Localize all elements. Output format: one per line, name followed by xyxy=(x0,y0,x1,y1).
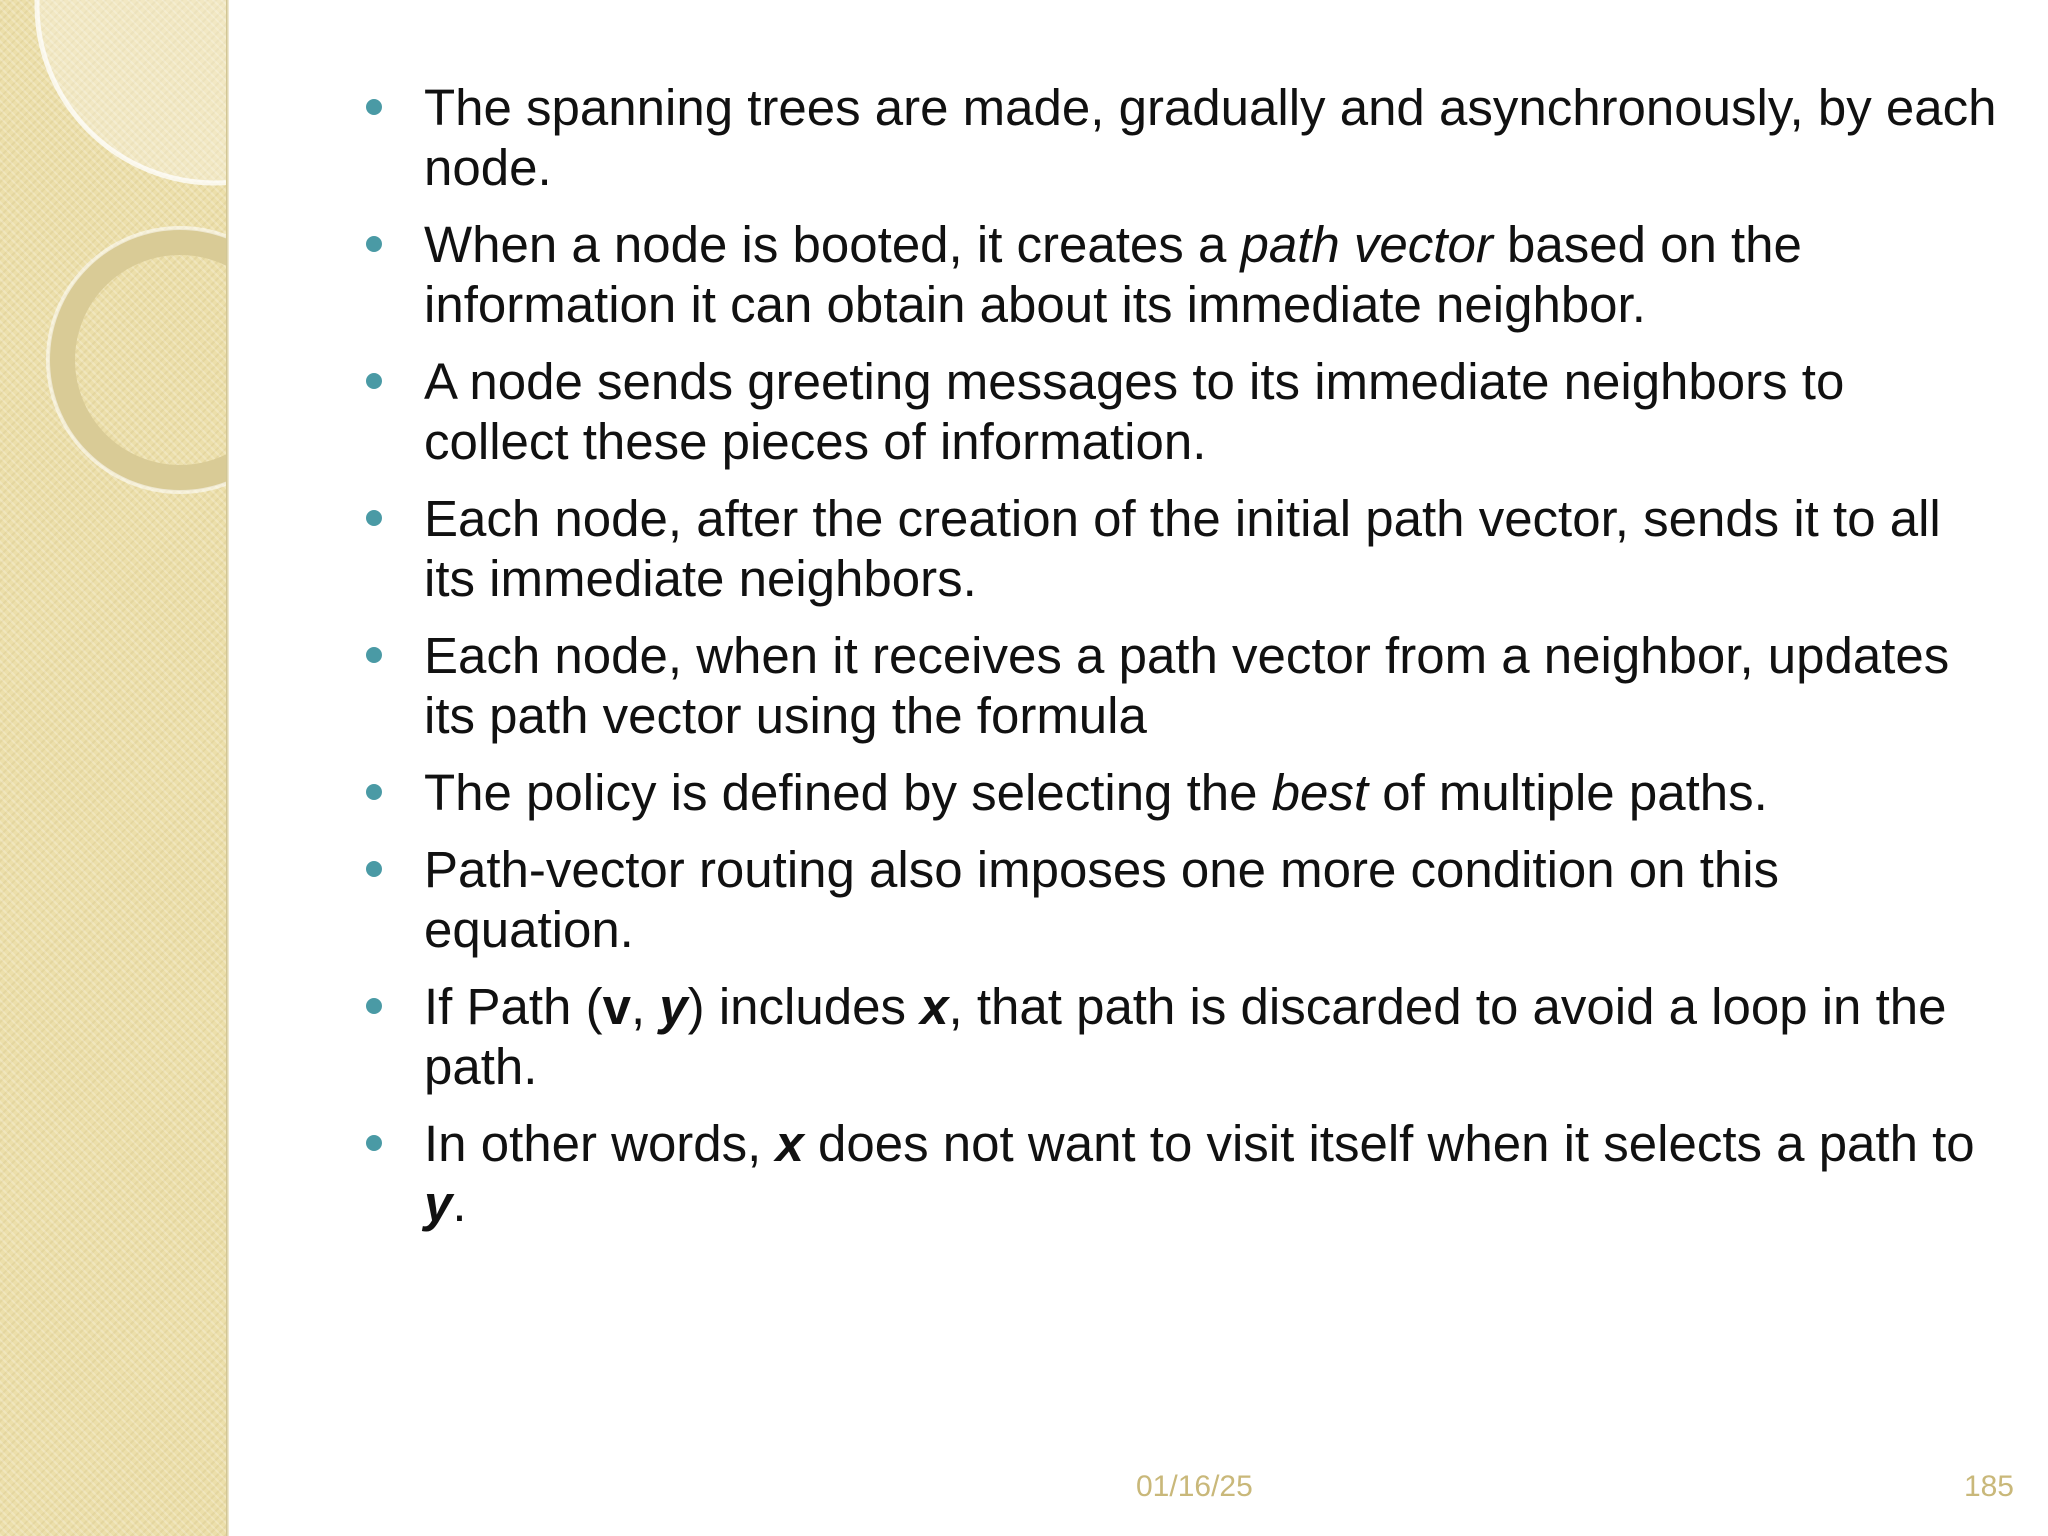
decorative-arc-top xyxy=(37,0,226,183)
bullet-item xyxy=(360,215,2000,335)
decorative-ring xyxy=(62,242,226,478)
bullet-dot-icon xyxy=(366,373,382,389)
bullet-text: y xyxy=(659,978,688,1035)
bullet-item xyxy=(360,489,2000,609)
bullet-dot-icon xyxy=(366,99,382,115)
bullet-dot-icon xyxy=(366,784,382,800)
bullet-text: When a node is booted, it creates a xyxy=(424,216,1241,273)
bullet-item xyxy=(360,1114,2000,1234)
bullet-dot-icon xyxy=(366,998,382,1014)
bullet-dot-icon xyxy=(366,861,382,877)
bullet-text: x xyxy=(920,978,949,1035)
bullet-text: Each node, after the creation of the initial path vector, sends it to all its immediate neighbors. xyxy=(424,490,1941,607)
sidebar-edge xyxy=(226,0,229,1536)
bullet-text: In other words, xyxy=(424,1115,776,1172)
bullet-text: does not want to visit itself when it selects a path to xyxy=(803,1115,1975,1172)
bullet-text: ) includes xyxy=(687,978,921,1035)
bullet-item xyxy=(360,352,2000,472)
bullet-text: y xyxy=(424,1175,453,1232)
bullet-text: A node sends greeting messages to its immediate neighbors to collect these pieces of information. xyxy=(424,353,1845,470)
bullet-dot-icon xyxy=(366,236,382,252)
bullet-text: . xyxy=(452,1175,467,1232)
slide-content xyxy=(360,78,2000,1251)
bullet-dot-icon xyxy=(366,1135,382,1151)
bullet-text: best xyxy=(1271,764,1369,821)
bullet-item xyxy=(360,763,2000,823)
footer-page-number: 185 xyxy=(1963,1470,2014,1503)
bullet-text: The policy is defined by selecting the xyxy=(424,764,1272,821)
decorative-rings xyxy=(0,0,226,1536)
bullet-text: , xyxy=(630,978,660,1035)
footer-date: 01/16/25 xyxy=(1136,1470,1253,1503)
bullet-item xyxy=(360,977,2000,1097)
bullet-dot-icon xyxy=(366,647,382,663)
bullet-text: , that path is discarded to avoid a loop in the path. xyxy=(424,978,1947,1095)
bullet-item xyxy=(360,840,2000,960)
bullet-text: based on the information it can obtain about its immediate neighbor. xyxy=(424,216,1802,333)
bullet-text: path vector xyxy=(1240,216,1493,273)
bullet-text: Path-vector routing also imposes one more condition on this equation. xyxy=(424,841,1780,958)
bullet-item xyxy=(360,78,2000,198)
decorative-sidebar xyxy=(0,0,226,1536)
bullet-dot-icon xyxy=(366,510,382,526)
bullet-item xyxy=(360,626,2000,746)
bullet-text: Each node, when it receives a path vector from a neighbor, updates its path vector using the formula xyxy=(424,627,1950,744)
bullet-text: v xyxy=(602,978,631,1035)
bullet-text: The spanning trees are made, gradually and asynchronously, by each node. xyxy=(424,79,1997,196)
bullet-text: of multiple paths. xyxy=(1368,764,1768,821)
bullet-text: If Path ( xyxy=(424,978,603,1035)
bullet-text: x xyxy=(775,1115,804,1172)
bullet-list xyxy=(360,78,2000,1234)
